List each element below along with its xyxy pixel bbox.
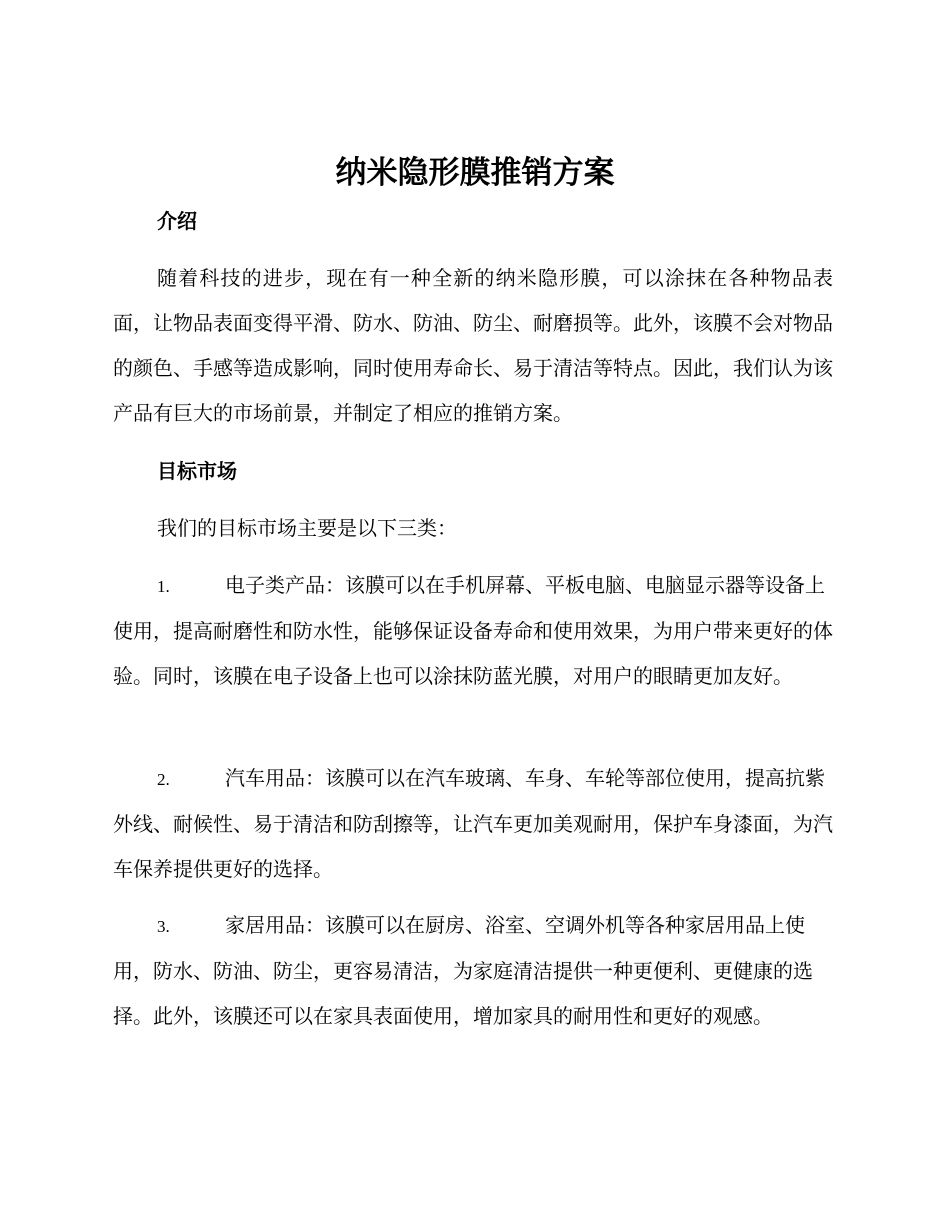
list-item <box>113 903 833 1039</box>
list-item-text: 电子类产品：该膜可以在手机屏幕、平板电脑、电脑显示器等设备上使用，提高耐磨性和防水性，能够保证设备寿命和使用效果，为用户带来更好的体验。同时，该膜在电子设备上也可以涂抹防蓝光膜，对用户的眼睛更加友好。 <box>113 573 833 688</box>
list-item-text: 汽车用品：该膜可以在汽车玻璃、车身、车轮等部位使用，提高抗紫外线、耐候性、易于清洁和防刮擦等，让汽车更加美观耐用，保护车身漆面，为汽车保养提供更好的选择。 <box>113 766 833 881</box>
list-item <box>113 756 833 892</box>
list-item-number: 3. <box>157 917 170 936</box>
target-market-paragraph: 我们的目标市场主要是以下三类： <box>157 516 457 540</box>
list-item <box>113 563 833 699</box>
list-item-number: 2. <box>157 770 170 789</box>
section-heading-target-market: 目标市场 <box>157 459 237 483</box>
intro-paragraph: 随着科技的进步，现在有一种全新的纳米隐形膜，可以涂抹在各种物品表面，让物品表面变得平滑、防水、防油、防尘、耐磨损等。此外，该膜不会对物品的颜色、手感等造成影响，同时使用寿命长、易于清洁等特点。因此，我们认为该产品有巨大的市场前景，并制定了相应的推销方案。 <box>113 266 833 425</box>
list-item-text: 家居用品：该膜可以在厨房、浴室、空调外机等各种家居用品上使用，防水、防油、防尘，更容易清洁，为家庭清洁提供一种更便利、更健康的选择。此外，该膜还可以在家具表面使用，增加家具的耐用性和更好的观感。 <box>113 913 813 1028</box>
section-heading-intro: 介绍 <box>157 209 197 233</box>
document-title: 纳米隐形膜推销方案 <box>335 155 615 191</box>
list-item-number: 1. <box>157 577 170 596</box>
